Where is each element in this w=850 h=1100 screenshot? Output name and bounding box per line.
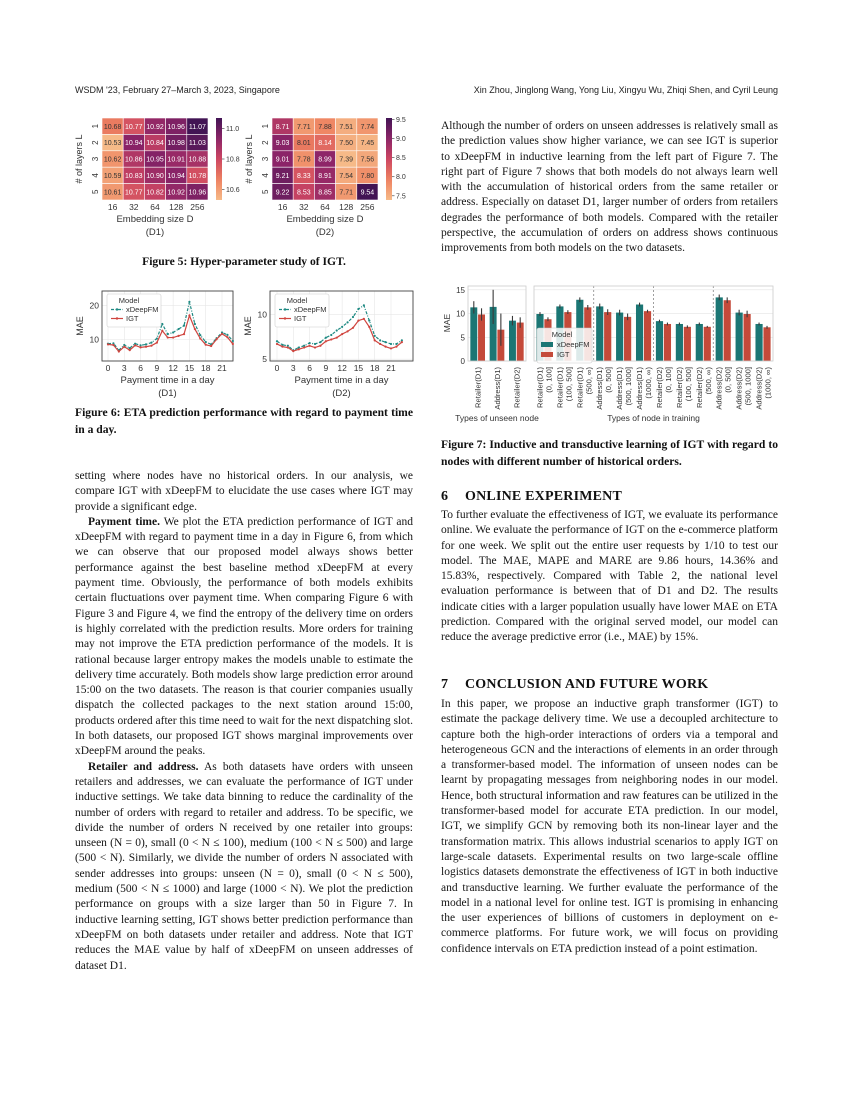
- row-tick-label: 4: [261, 173, 270, 178]
- x-tick-label: 21: [217, 363, 227, 373]
- data-point: [156, 342, 158, 344]
- line-chart-d1: [75, 291, 234, 399]
- section-number: 6: [441, 489, 449, 504]
- category-label: Retailer(D1): [473, 366, 483, 408]
- heatmap-cell-value: 10.92: [146, 123, 164, 131]
- y-axis-label: MAE: [243, 316, 253, 336]
- data-point: [221, 333, 223, 335]
- data-point: [205, 344, 207, 346]
- heatmap-cell-value: 7.71: [339, 189, 354, 197]
- heatmap-cell-value: 10.62: [103, 156, 122, 164]
- legend: [275, 294, 329, 327]
- data-point: [281, 346, 283, 348]
- colorbar: [216, 118, 222, 200]
- data-point: [341, 326, 343, 328]
- data-point: [183, 333, 185, 335]
- category-label: (1000, ∞): [644, 367, 654, 399]
- column-tick-label: 128: [169, 202, 184, 212]
- heatmap-cell-value: 10.91: [167, 156, 185, 164]
- x-tick-label: 15: [353, 363, 364, 373]
- chart-subtitle: (D1): [145, 227, 165, 238]
- x-axis-label: Types of node in training: [607, 413, 700, 423]
- heatmap-cell-value: 11.03: [188, 140, 206, 148]
- data-point: [395, 346, 397, 348]
- data-point: [161, 323, 163, 325]
- row-tick-label: 5: [91, 189, 100, 195]
- heatmap-cell-value: 8.85: [318, 189, 332, 197]
- paragraph: Although the number of orders on unseen addresses is relatively small as the prediction values show higher variance, we can see IGT is superior to xDeepFM in inductive learning from the left part of Figure 7. The right part of Figure 7 shows that both models do not always learn well with the accumulation of historical orders from the same retailer or address. Especially on dataset D1, larger number of orders from retailers degrades the performance of both models. Compared with the retailer perspective, the accumulation of orders on address shows continuous improvements from both models on the two datasets.: [441, 120, 778, 255]
- bar-igt: [664, 324, 671, 361]
- data-point: [336, 337, 338, 339]
- heatmap-cell-value: 9.03: [275, 140, 290, 148]
- data-point: [319, 345, 321, 347]
- heatmap-cell-value: 7.54: [339, 173, 354, 180]
- run-in-heading: Retailer and address.: [88, 760, 199, 773]
- heatmap-cell-value: 7.50: [339, 140, 354, 148]
- data-point: [232, 340, 234, 342]
- data-point: [314, 343, 316, 345]
- legend-swatch: [541, 342, 553, 347]
- heatmap-cell-value: 7.71: [296, 123, 311, 131]
- heatmap-cell-value: 10.86: [125, 156, 143, 164]
- data-point: [139, 346, 141, 348]
- heatmap-cell-value: 10.77: [125, 123, 143, 131]
- legend-label: IGT: [126, 314, 139, 323]
- legend: [537, 328, 592, 363]
- category-label: (0, 500]: [604, 367, 614, 393]
- bar-igt: [744, 314, 751, 361]
- bar-xdeepfm: [696, 324, 703, 361]
- figure-7-caption: Figure 7: Inductive and transductive learning of IGT with regard to nodes with different number of historical orders.: [441, 438, 778, 468]
- data-point: [374, 339, 376, 341]
- heatmap-cell-value: 8.71: [275, 123, 290, 131]
- data-point: [379, 343, 381, 345]
- left-column-text: [75, 469, 413, 974]
- column-tick-label: 256: [190, 202, 205, 212]
- row-tick-label: 4: [91, 173, 100, 178]
- data-point: [210, 345, 212, 347]
- category-label: Address(D1): [595, 367, 605, 410]
- legend-marker: [116, 317, 118, 319]
- chart-subtitle: (D1): [158, 388, 177, 399]
- heatmap-cell-value: 10.90: [146, 173, 164, 180]
- bar-xdeepfm: [755, 324, 762, 361]
- x-axis-label: Embedding size D: [286, 214, 364, 225]
- data-point: [325, 337, 327, 339]
- category-label: Retailer(D2): [512, 367, 522, 408]
- data-point: [188, 314, 190, 316]
- legend-marker: [284, 317, 286, 319]
- x-tick-label: 12: [168, 363, 178, 373]
- data-point: [287, 346, 289, 348]
- data-point: [107, 343, 109, 345]
- colorbar-tick-label: 10.8: [226, 156, 240, 164]
- run-in-heading: Payment time.: [88, 515, 160, 528]
- data-point: [357, 308, 359, 310]
- data-point: [352, 316, 354, 318]
- data-point: [390, 347, 392, 349]
- data-point: [401, 341, 403, 343]
- x-axis-label: Payment time in a day: [294, 375, 389, 386]
- paragraph-body: As both datasets have orders with unseen retailers and addresses, we can evaluate the performance of IGT under inductive settings. We take data binning to reduce the cardinality of the number of orders with regard to retailer and address. To be specific, we divide the number of orders N received by one retailer into groups: unseen (N = 0), small (0 < N ≤ 100), medium (100 < N ≤ 500) and large (500 < N). Similarly, we divide the number of orders N associated with sender addresses into groups: unseen (N = 0), small (0 < N ≤ 500), medium (500 < N ≤ 1000) and large (1000 < N). We plot the prediction performance on groups with a size larger than 50 in Figure 7. In inductive learning setting, IGT shows better prediction performance than xDeepFM on both datasets under retailer and address. Note that IGT reduces the MAE value by half of xDeepFM on unseen addresses of dataset D1.: [75, 760, 413, 972]
- column-tick-label: 128: [339, 202, 354, 212]
- chart-subtitle: (D2): [315, 227, 335, 238]
- y-tick-label: 10: [257, 309, 267, 320]
- data-point: [134, 344, 136, 346]
- category-label: (0, 100]: [544, 367, 554, 393]
- x-tick-label: 18: [200, 363, 211, 373]
- data-point: [150, 345, 152, 347]
- right-column-intro: [441, 119, 778, 257]
- colorbar-tick-label: 7.5: [396, 193, 406, 201]
- heatmap-cell-value: 8.01: [296, 140, 311, 148]
- heatmap-cell-value: 8.91: [318, 173, 332, 180]
- legend-title: Model: [118, 296, 140, 305]
- data-point: [346, 330, 348, 332]
- online-experiment-text: [441, 508, 778, 646]
- category-label: (1000, ∞): [763, 367, 773, 399]
- category-label: (500, 1000]: [743, 367, 753, 406]
- data-point: [156, 337, 158, 339]
- row-tick-label: 2: [91, 140, 100, 145]
- data-point: [330, 338, 332, 340]
- data-point: [308, 345, 310, 347]
- colorbar-tick-label: 9.0: [396, 136, 406, 144]
- x-axis-label: Types of unseen node: [455, 413, 539, 423]
- heatmap-cell-value: 10.92: [167, 189, 185, 197]
- category-label: Address(D1): [635, 367, 645, 410]
- bar-xdeepfm: [716, 297, 723, 361]
- data-point: [336, 329, 338, 331]
- paragraph-payment-time: [75, 515, 413, 760]
- running-header-venue: WSDM '23, February 27–March 3, 2023, Singapore: [75, 85, 280, 95]
- bar-chart-figure-7: [442, 286, 773, 423]
- y-tick-label: 20: [89, 300, 99, 311]
- colorbar-tick-label: 10.6: [226, 186, 240, 194]
- x-tick-label: 12: [337, 363, 347, 373]
- data-point: [139, 344, 141, 346]
- x-tick-label: 15: [184, 363, 195, 373]
- paragraph: To further evaluate the effectiveness of IGT, we evaluate its performance online. We evaluate the performance of IGT on the e-commerce platform for one week. We split out the entire user requests by 1/10 to test our model. The MAE, MAPE and MARE are 9.86 hours, 14.36% and 15.83%, respectively. Compared with Table 2, the national level evaluation performance is between that of D1 and D2. The results indicate cities with a larger population usually have lower MAE on ETA prediction. Compared with the original served model, our model can reduce the average predictive error (i.e., MAE) by 15%.: [441, 509, 778, 644]
- bar-igt: [624, 317, 631, 361]
- figure-5-caption: Figure 5: Hyper-parameter study of IGT.: [142, 255, 346, 268]
- category-label: Address(D2): [714, 367, 724, 410]
- heatmap-cell-value: 10.94: [167, 173, 185, 180]
- x-tick-label: 18: [369, 363, 380, 373]
- colorbar-tick-label: 8.5: [396, 155, 406, 163]
- data-point: [215, 338, 217, 340]
- bar-xdeepfm: [636, 305, 643, 361]
- data-point: [303, 346, 305, 348]
- row-tick-label: 3: [91, 156, 100, 162]
- data-point: [384, 341, 386, 343]
- data-point: [308, 342, 310, 344]
- heatmap-cell-value: 9.21: [275, 173, 290, 180]
- bar-panel-unseen: [455, 286, 539, 423]
- data-point: [199, 337, 201, 339]
- x-tick-label: 21: [386, 363, 396, 373]
- heatmap-cell-value: 10.82: [146, 189, 164, 197]
- section-heading-online-experiment: [441, 489, 622, 505]
- category-label: (0, 500]: [723, 367, 733, 393]
- category-label: (0, 100]: [663, 367, 673, 393]
- category-label: (100, 500]: [683, 367, 693, 402]
- data-point: [368, 326, 370, 328]
- running-header-authors: Xin Zhou, Jinglong Wang, Yong Liu, Xingyu Wu, Zhiqi Shen, and Cyril Leung: [473, 85, 778, 95]
- x-axis-label: Embedding size D: [116, 214, 194, 225]
- legend-title: Model: [551, 330, 573, 339]
- x-tick-label: 6: [138, 363, 143, 373]
- legend: [107, 294, 161, 327]
- heatmap-cell-value: 7.56: [360, 156, 375, 164]
- paragraph: In this paper, we propose an inductive graph transformer (IGT) to estimate the package delivery time. We use a decoupled architecture to capture both the high-order interactions of orders via a temporal and heterogeneous GCN and the interactions of elements in an order through a transformer-based model. The information of unseen nodes can be learnt by propagating messages from neighboring nodes in our model. Hence, both structural information and raw features can be utilized in the transformer-based model for accurate ETA prediction. In our model, IGT, we simplify GCN by removing both its non-linear layer and the transformation matrix. This allows industrial scenarios to apply IGT on large-scale datasets. Experimental results on two large-scale offline logistics datasets demonstrate the effectiveness of IGT in both inductive and transductive learning. We further evaluate the performance of the model in a national level for online test. IGT is promising in enhancing the user experiences of billions of customers in deployment on e-commerce platforms. For future work, we will focus on providing confidence intervals on ETA prediction instead of a point estimation.: [441, 698, 778, 955]
- category-label: Retailer(D2): [654, 367, 664, 408]
- chart-subtitle: (D2): [332, 388, 351, 399]
- heatmap-cell-value: 7.78: [296, 156, 311, 164]
- heatmap-cell-value: 9.01: [275, 156, 290, 164]
- category-label: (100, 500]: [564, 367, 574, 402]
- bar-igt: [724, 300, 731, 361]
- section-number: 7: [441, 677, 449, 692]
- legend-label: IGT: [294, 314, 307, 323]
- bar-igt: [763, 327, 770, 361]
- heatmap-cell-value: 10.61: [103, 189, 122, 197]
- column-tick-label: 32: [299, 202, 309, 212]
- heatmap-cell-value: 10.53: [103, 140, 122, 148]
- data-point: [183, 325, 185, 327]
- heatmap-cell-value: 7.80: [360, 173, 375, 180]
- heatmap-cell-value: 7.39: [339, 156, 354, 164]
- data-point: [188, 301, 190, 303]
- data-point: [161, 330, 163, 332]
- category-label: Retailer(D1): [535, 367, 545, 408]
- data-point: [384, 346, 386, 348]
- legend-marker: [284, 308, 286, 310]
- data-point: [346, 321, 348, 323]
- x-tick-label: 3: [121, 363, 127, 373]
- heatmap-cell-value: 10.68: [103, 123, 122, 131]
- legend-label: xDeepFM: [294, 305, 327, 314]
- category-label: Retailer(D2): [674, 367, 684, 408]
- row-tick-label: 3: [261, 156, 270, 162]
- heatmap-cell-value: 8.99: [318, 156, 332, 164]
- bar-igt: [644, 311, 651, 361]
- figure-6-caption: Figure 6: ETA prediction performance with regard to payment time in a day.: [75, 406, 413, 436]
- x-tick-label: 0: [274, 363, 280, 373]
- data-point: [325, 340, 327, 342]
- category-label: Retailer(D1): [575, 367, 585, 408]
- data-point: [395, 343, 397, 345]
- data-point: [379, 339, 381, 341]
- y-axis-label: # of layers L: [74, 134, 84, 184]
- colorbar: [386, 118, 392, 200]
- data-point: [390, 343, 392, 345]
- bar-xdeepfm: [736, 313, 743, 361]
- y-tick-label: 5: [460, 333, 465, 343]
- column-tick-label: 16: [277, 202, 288, 212]
- y-tick-label: 10: [89, 334, 99, 345]
- bar-igt: [704, 327, 711, 361]
- legend-label: IGT: [557, 350, 570, 359]
- data-point: [172, 336, 174, 338]
- legend-title: Model: [286, 296, 308, 305]
- row-tick-label: 5: [261, 189, 270, 195]
- data-point: [357, 320, 359, 322]
- category-label: (500, ∞): [703, 367, 713, 395]
- data-point: [363, 318, 365, 320]
- data-point: [276, 343, 278, 345]
- data-point: [118, 350, 120, 352]
- section-title: ONLINE EXPERIMENT: [465, 489, 623, 504]
- data-point: [341, 333, 343, 335]
- data-point: [112, 344, 114, 346]
- colorbar-tick-label: 8.0: [396, 174, 406, 182]
- paragraph: setting where nodes have no historical orders. In our analysis, we compare IGT with xDeepFM to elucidate the use cases where IGT may provide a significant edge.: [75, 470, 413, 513]
- heatmap-d1: [74, 118, 240, 238]
- legend-label: xDeepFM: [557, 340, 590, 349]
- category-label: Address(D1): [615, 367, 625, 410]
- colorbar-tick-label: 11.0: [226, 126, 240, 134]
- line-chart-d2: [243, 291, 413, 399]
- heatmap-cell-value: 7.74: [360, 123, 375, 131]
- column-tick-label: 64: [150, 202, 160, 212]
- heatmap-cell-value: 10.78: [188, 173, 207, 180]
- y-tick-label: 10: [456, 309, 465, 319]
- bar-xdeepfm: [596, 306, 603, 361]
- bar-igt: [478, 314, 485, 361]
- x-tick-label: 0: [105, 363, 111, 373]
- section-heading-conclusion: [441, 677, 708, 693]
- data-point: [150, 342, 152, 344]
- data-point: [319, 341, 321, 343]
- data-point: [145, 346, 147, 348]
- data-point: [352, 327, 354, 329]
- heatmap-cell-value: 8.33: [296, 173, 311, 180]
- heatmap-cell-value: 10.77: [125, 189, 143, 197]
- bar-igt: [604, 312, 611, 361]
- y-axis-label: # of layers L: [244, 134, 254, 184]
- heatmap-cell-value: 7.51: [339, 123, 354, 131]
- heatmap-cell-value: 9.54: [360, 189, 375, 197]
- heatmap-cell-value: 10.83: [125, 173, 143, 180]
- paragraph-retailer-address: [75, 760, 413, 974]
- x-tick-label: 9: [323, 363, 329, 373]
- bar-xdeepfm: [656, 321, 663, 361]
- data-point: [298, 348, 300, 350]
- heatmap-cell-value: 11.07: [188, 123, 206, 131]
- data-point: [374, 335, 376, 337]
- paragraph-body: We plot the ETA prediction performance of IGT and xDeepFM with regard to payment time in a day in Figure 6, from which we can observe that our proposed model always shows better performance against the best baseline method xDeepFM at every payment time. Obviously, the performance of both models exhibits certain fluctuations over payment time. When comparing Figure 6 with Figure 3 and Figure 4, we find the entropy of the delivery time on orders is highly correlated with the prediction results. More orders for training may not improve the ETA prediction performance of the models. It is rational because larger entropy makes the models unable to estimate the delivery time accurately. Both models show large prediction error around 15:00 on the two datasets. The reason is that courier companies usually dispatch the collected packages to the next station around 15:00, products ordered after this time need to wait for the next dispatching slot. In both datasets, our proposed IGT shows marginal improvements over xDeepFM around the peaks.: [75, 515, 413, 758]
- column-tick-label: 256: [360, 202, 375, 212]
- data-point: [226, 336, 228, 338]
- bar-xdeepfm: [616, 313, 623, 361]
- section-title: CONCLUSION AND FUTURE WORK: [465, 677, 709, 692]
- data-point: [194, 328, 196, 330]
- data-point: [172, 331, 174, 333]
- data-point: [177, 335, 179, 337]
- y-tick-label: 5: [262, 354, 267, 365]
- bar-igt: [517, 323, 524, 361]
- category-label: (500, ∞): [584, 367, 594, 395]
- x-tick-label: 3: [290, 363, 296, 373]
- heatmap-cell-value: 8.53: [296, 189, 311, 197]
- category-label: Address(D2): [754, 367, 764, 410]
- data-point: [330, 334, 332, 336]
- column-tick-label: 32: [129, 202, 139, 212]
- data-point: [363, 304, 365, 306]
- heatmap-cell-value: 10.95: [146, 156, 164, 164]
- data-point: [123, 346, 125, 348]
- category-label: Address(D1): [493, 367, 502, 410]
- y-axis-label: MAE: [75, 316, 85, 336]
- data-point: [199, 334, 201, 336]
- column-tick-label: 64: [320, 202, 330, 212]
- data-point: [177, 328, 179, 330]
- data-point: [205, 341, 207, 343]
- heatmap-cell-value: 10.94: [125, 140, 143, 148]
- y-tick-label: 15: [456, 285, 465, 295]
- heatmap-cell-value: 10.98: [167, 140, 185, 148]
- data-point: [276, 340, 278, 342]
- heatmap-d2: [244, 117, 406, 238]
- category-label: Retailer(D2): [694, 367, 704, 408]
- column-tick-label: 16: [107, 202, 118, 212]
- data-point: [314, 346, 316, 348]
- category-label: (500, 1000]: [624, 367, 634, 406]
- heatmap-cell-value: 8.14: [318, 140, 332, 148]
- bar-xdeepfm: [676, 324, 683, 361]
- y-axis-label: MAE: [442, 313, 452, 333]
- colorbar-tick-label: 9.5: [396, 117, 406, 125]
- bar-xdeepfm: [509, 321, 516, 361]
- data-point: [232, 343, 234, 345]
- x-tick-label: 6: [307, 363, 312, 373]
- heatmap-cell-value: 10.96: [188, 189, 207, 197]
- x-tick-label: 9: [154, 363, 160, 373]
- y-tick-label: 0: [460, 357, 465, 366]
- data-point: [167, 333, 169, 335]
- heatmap-cell-value: 10.59: [103, 173, 122, 180]
- conclusion-text: [441, 697, 778, 957]
- data-point: [194, 323, 196, 325]
- heatmap-cell-value: 7.45: [360, 140, 375, 148]
- heatmap-cell-value: 9.22: [275, 189, 290, 197]
- legend-label: xDeepFM: [126, 305, 159, 314]
- heatmap-cell-value: 10.88: [188, 156, 207, 164]
- legend-marker: [116, 308, 118, 310]
- heatmap-cell-value: 10.84: [146, 140, 164, 148]
- bar-xdeepfm: [470, 307, 477, 361]
- data-point: [226, 334, 228, 336]
- data-point: [129, 349, 131, 351]
- category-label: Address(D2): [734, 367, 744, 410]
- category-label: Retailer(D1): [555, 367, 565, 408]
- row-tick-label: 1: [261, 123, 270, 129]
- heatmap-cell-value: 7.88: [318, 123, 332, 131]
- data-point: [368, 320, 370, 322]
- data-point: [145, 343, 147, 345]
- row-tick-label: 2: [261, 140, 270, 145]
- heatmap-cell-value: 10.96: [167, 123, 185, 131]
- x-axis-label: Payment time in a day: [120, 375, 215, 386]
- data-point: [167, 336, 169, 338]
- data-point: [292, 350, 294, 352]
- bar-igt: [684, 327, 691, 361]
- row-tick-label: 1: [91, 123, 100, 129]
- legend-swatch: [541, 352, 553, 357]
